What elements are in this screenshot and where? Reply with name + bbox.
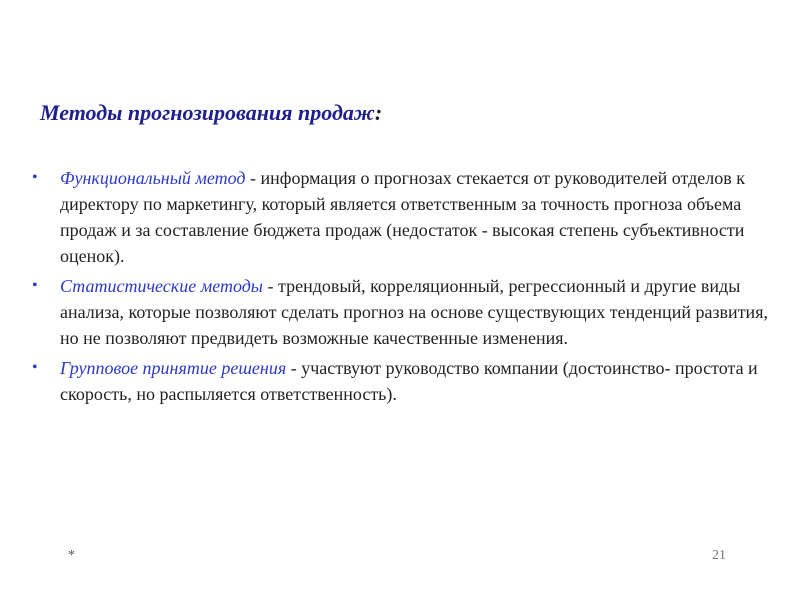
bullet-text: - участвуют руководство компании (достоинство- простота и скорость, но распыляется ответственность). bbox=[60, 358, 758, 404]
bullet-dot-icon: • bbox=[32, 277, 38, 294]
bullet-item-functional bbox=[30, 165, 770, 269]
bullet-term: Статистические методы bbox=[60, 276, 264, 296]
slide-title-text: Методы прогнозирования продаж bbox=[40, 100, 375, 125]
slide-title bbox=[40, 100, 382, 126]
bullet-term: Функциональный метод bbox=[60, 168, 246, 188]
bullet-item-statistical bbox=[30, 273, 770, 351]
bullet-dot-icon: • bbox=[32, 359, 38, 376]
footer-asterisk: * bbox=[68, 548, 75, 563]
bullet-text: - информация о прогнозах стекается от руководителей отделов к директору по маркетингу, который является ответственным за точность прогноза объема продаж и за составление бюджета продаж (недостаток - высокая степень субъективности оценок). bbox=[60, 168, 745, 266]
bullet-term: Групповое принятие решения bbox=[60, 358, 287, 378]
slide-title-colon: : bbox=[374, 100, 383, 125]
page-number: 21 bbox=[712, 548, 726, 563]
bullet-list bbox=[30, 165, 770, 411]
bullet-dot-icon: • bbox=[32, 169, 38, 186]
bullet-item-group-decision bbox=[30, 355, 770, 407]
bullet-text: - трендовый, корреляционный, регрессионный и другие виды анализа, которые позволяют сделать прогноз на основе существующих тенденций развития, но не позволяют предвидеть возможные качественные изменения. bbox=[60, 276, 768, 348]
